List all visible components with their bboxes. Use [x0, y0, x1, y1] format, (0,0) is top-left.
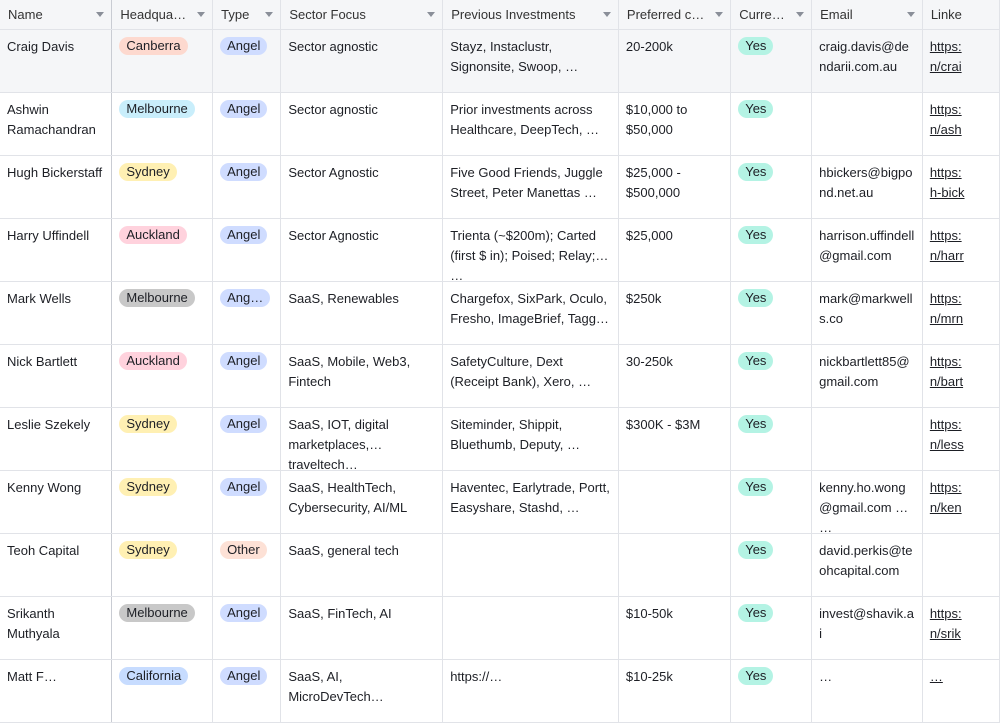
- type-tag: Angel: [220, 667, 267, 685]
- email-text: nickbartlett85@gmail.com: [819, 354, 910, 389]
- currently-investing-tag: Yes: [738, 541, 773, 559]
- currently-investing-cell[interactable]: [731, 660, 812, 723]
- email-text: harrison.uffindell@gmail.com: [819, 228, 915, 263]
- currently-investing-cell[interactable]: [731, 156, 812, 219]
- name-cell[interactable]: [0, 282, 112, 345]
- name-cell[interactable]: [0, 597, 112, 660]
- preferred-cheque-cell[interactable]: [618, 534, 730, 597]
- investor-name: Craig Davis: [7, 39, 75, 54]
- linkedin-link-line: n/ken: [929, 500, 962, 515]
- email-text: invest@shavik.ai: [819, 606, 914, 641]
- sector-focus-text: Sector agnostic: [288, 102, 378, 117]
- type-tag: Angel: [220, 37, 267, 55]
- type-tag: Angel: [220, 478, 267, 496]
- preferred-cheque-cell[interactable]: [618, 156, 730, 219]
- linkedin-link[interactable]: [930, 289, 992, 329]
- headquarters-cell[interactable]: [112, 408, 213, 471]
- column-header-pref[interactable]: [618, 0, 730, 30]
- column-header-hq[interactable]: [112, 0, 213, 30]
- headquarters-cell[interactable]: [112, 156, 213, 219]
- linkedin-link-line: …: [929, 669, 943, 684]
- previous-investments-cell[interactable]: [443, 660, 619, 723]
- currently-investing-tag: Yes: [738, 163, 773, 181]
- type-cell[interactable]: [213, 282, 281, 345]
- investor-name: Hugh Bickerstaff: [7, 165, 103, 180]
- investor-name: Leslie Szekely: [7, 417, 91, 432]
- type-cell[interactable]: [213, 534, 281, 597]
- column-header-label: Email: [820, 7, 853, 22]
- linkedin-link-line: n/bart: [929, 374, 964, 389]
- chevron-down-icon[interactable]: [603, 12, 611, 17]
- preferred-cheque-cell[interactable]: [618, 219, 730, 282]
- column-header-prev[interactable]: [443, 0, 619, 30]
- linkedin-link-line: https:: [929, 354, 962, 369]
- currently-investing-cell[interactable]: [731, 219, 812, 282]
- linkedin-cell[interactable]: [922, 156, 999, 219]
- previous-investments-text: Five Good Friends, Juggle Street, Peter Manettas …: [450, 165, 603, 200]
- headquarters-cell[interactable]: [112, 471, 213, 534]
- table-row[interactable]: [0, 156, 1000, 219]
- sector-focus-text: SaaS, Renewables: [288, 291, 399, 306]
- linkedin-link-line: https:: [929, 417, 962, 432]
- headquarters-tag: Canberra: [119, 37, 187, 55]
- sector-cell[interactable]: [281, 597, 443, 660]
- linkedin-link[interactable]: [930, 604, 992, 644]
- name-cell[interactable]: [0, 471, 112, 534]
- investor-name: Srikanth Muthyala: [7, 606, 60, 641]
- linkedin-link-line: n/ash: [929, 122, 962, 137]
- type-tag: Angel: [220, 163, 267, 181]
- linkedin-link-line: n/harr: [929, 248, 964, 263]
- headquarters-cell[interactable]: [112, 30, 213, 93]
- previous-investments-text: Chargefox, SixPark, Oculo, Fresho, ImageBrief, Tagg…: [450, 291, 609, 326]
- linkedin-link-line: https:: [929, 606, 962, 621]
- currently-investing-tag: Yes: [738, 226, 773, 244]
- type-cell[interactable]: [213, 471, 281, 534]
- email-cell[interactable]: [812, 471, 923, 534]
- headquarters-cell[interactable]: [112, 93, 213, 156]
- preferred-cheque-cell[interactable]: [618, 282, 730, 345]
- investor-name: Kenny Wong: [7, 480, 82, 495]
- linkedin-link[interactable]: [930, 100, 992, 140]
- headquarters-cell[interactable]: [112, 660, 213, 723]
- currently-investing-tag: Yes: [738, 289, 773, 307]
- investor-name: Mark Wells: [7, 291, 72, 306]
- previous-investments-cell[interactable]: [443, 93, 619, 156]
- linkedin-link-line: n/mrn: [929, 311, 964, 326]
- linkedin-link[interactable]: [930, 163, 992, 203]
- linkedin-cell[interactable]: [922, 93, 999, 156]
- column-header-label: Type: [221, 7, 250, 22]
- table-row[interactable]: [0, 30, 1000, 93]
- column-header-curr[interactable]: [731, 0, 812, 30]
- column-header-label: Name: [8, 7, 43, 22]
- email-text: hbickers@bigpond.net.au: [819, 165, 913, 200]
- type-cell[interactable]: [213, 408, 281, 471]
- email-cell[interactable]: [812, 597, 923, 660]
- linkedin-link-line: https:: [929, 102, 962, 117]
- sector-cell[interactable]: [281, 156, 443, 219]
- currently-investing-cell[interactable]: [731, 597, 812, 660]
- sector-focus-text: SaaS, FinTech, AI: [288, 606, 392, 621]
- type-tag: Ang…: [220, 289, 270, 307]
- table-row[interactable]: [0, 534, 1000, 597]
- chevron-down-icon[interactable]: [96, 12, 104, 17]
- sector-focus-text: SaaS, general tech: [288, 543, 399, 558]
- email-cell[interactable]: [812, 156, 923, 219]
- sector-focus-text: Sector Agnostic: [288, 228, 379, 243]
- linkedin-link[interactable]: [930, 352, 992, 392]
- currently-investing-cell[interactable]: [731, 30, 812, 93]
- table-row[interactable]: [0, 660, 1000, 723]
- column-header-label: Linke: [930, 7, 962, 22]
- column-header-label: Sector Focus: [289, 7, 366, 22]
- preferred-cheque-cell[interactable]: [618, 408, 730, 471]
- sector-cell[interactable]: [281, 93, 443, 156]
- linkedin-cell[interactable]: [922, 534, 999, 597]
- headquarters-cell[interactable]: [112, 345, 213, 408]
- sector-focus-text: SaaS, Mobile, Web3, Fintech: [288, 354, 411, 389]
- email-cell[interactable]: [812, 93, 923, 156]
- preferred-cheque-cell[interactable]: [618, 93, 730, 156]
- previous-investments-text: Trienta (~$200m); Carted (first $ in); Poised; Relay; …: [450, 228, 597, 283]
- type-tag: Angel: [220, 352, 267, 370]
- linkedin-cell[interactable]: [922, 282, 999, 345]
- name-cell[interactable]: [0, 30, 112, 93]
- preferred-cheque-text: $25,000 - $500,000: [625, 165, 681, 200]
- email-cell[interactable]: [812, 282, 923, 345]
- currently-investing-cell[interactable]: [731, 345, 812, 408]
- investor-name: Matt F…: [7, 669, 57, 684]
- currently-investing-cell[interactable]: [731, 93, 812, 156]
- table-body: [0, 30, 1000, 723]
- chevron-down-icon[interactable]: [715, 12, 723, 17]
- preferred-cheque-text: $10-50k: [625, 606, 673, 621]
- currently-investing-tag: Yes: [738, 478, 773, 496]
- currently-investing-cell[interactable]: [731, 408, 812, 471]
- previous-investments-cell[interactable]: [443, 408, 619, 471]
- linkedin-link-line: h-bick: [929, 185, 965, 200]
- type-cell[interactable]: [213, 30, 281, 93]
- email-text: kenny.ho.wong@gmail.com or …: [819, 480, 907, 535]
- header-row: [0, 0, 1000, 30]
- chevron-down-icon[interactable]: [907, 12, 915, 17]
- linkedin-cell[interactable]: [922, 471, 999, 534]
- headquarters-cell[interactable]: [112, 219, 213, 282]
- sector-cell[interactable]: [281, 660, 443, 723]
- name-cell[interactable]: [0, 219, 112, 282]
- name-cell[interactable]: [0, 408, 112, 471]
- previous-investments-cell[interactable]: [443, 471, 619, 534]
- currently-investing-tag: Yes: [738, 667, 773, 685]
- linkedin-link[interactable]: [930, 415, 992, 455]
- name-cell[interactable]: [0, 660, 112, 723]
- sector-focus-text: Sector Agnostic: [288, 165, 379, 180]
- headquarters-tag: Melbourne: [119, 604, 194, 622]
- linkedin-link-line: n/crai: [929, 59, 962, 74]
- name-cell[interactable]: [0, 345, 112, 408]
- email-text: david.perkis@teohcapital.com: [819, 543, 913, 578]
- preferred-cheque-text: $10-25k: [625, 669, 673, 684]
- previous-investments-cell[interactable]: [443, 534, 619, 597]
- previous-investments-text: https://…: [450, 669, 503, 684]
- table-row[interactable]: [0, 597, 1000, 660]
- column-header-sector[interactable]: [281, 0, 443, 30]
- sector-cell[interactable]: [281, 408, 443, 471]
- preferred-cheque-cell[interactable]: [618, 30, 730, 93]
- chevron-down-icon[interactable]: [427, 12, 435, 17]
- headquarters-tag: Sydney: [119, 415, 176, 433]
- previous-investments-cell[interactable]: [443, 219, 619, 282]
- sector-cell[interactable]: [281, 282, 443, 345]
- column-header-email[interactable]: [812, 0, 923, 30]
- preferred-cheque-text: 20-200k: [625, 39, 673, 54]
- name-cell[interactable]: [0, 156, 112, 219]
- column-header-linked[interactable]: [922, 0, 999, 30]
- currently-investing-tag: Yes: [738, 100, 773, 118]
- linkedin-link-line: https:: [929, 228, 962, 243]
- headquarters-tag: Sydney: [119, 541, 176, 559]
- preferred-cheque-cell[interactable]: [618, 471, 730, 534]
- email-text: craig.davis@dendarii.com.au: [819, 39, 909, 74]
- linkedin-link-line: n/srik: [929, 626, 961, 641]
- type-tag: Angel: [220, 100, 267, 118]
- preferred-cheque-text: $250k: [625, 291, 662, 306]
- type-cell[interactable]: [213, 597, 281, 660]
- type-tag: Other: [220, 541, 267, 559]
- investor-name: Harry Uffindell: [7, 228, 90, 243]
- email-text: mark@markwells.co: [819, 291, 913, 326]
- preferred-cheque-cell[interactable]: [618, 345, 730, 408]
- linkedin-link-line: https:: [929, 480, 962, 495]
- email-cell[interactable]: [812, 345, 923, 408]
- linkedin-link[interactable]: [930, 667, 992, 687]
- email-cell[interactable]: [812, 219, 923, 282]
- preferred-cheque-text: 30-250k: [625, 354, 673, 369]
- email-cell[interactable]: [812, 660, 923, 723]
- column-header-name[interactable]: [0, 0, 112, 30]
- linkedin-link-line: https:: [929, 291, 962, 306]
- sector-focus-text: SaaS, HealthTech, Cybersecurity, AI/ML: [288, 480, 408, 515]
- previous-investments-cell[interactable]: [443, 156, 619, 219]
- investor-name: Teoh Capital: [7, 543, 80, 558]
- type-tag: Angel: [220, 415, 267, 433]
- table-row[interactable]: [0, 408, 1000, 471]
- linkedin-cell[interactable]: [922, 660, 999, 723]
- previous-investments-cell[interactable]: [443, 597, 619, 660]
- chevron-down-icon[interactable]: [265, 12, 273, 17]
- preferred-cheque-cell[interactable]: [618, 597, 730, 660]
- table-row[interactable]: [0, 93, 1000, 156]
- currently-investing-tag: Yes: [738, 352, 773, 370]
- chevron-down-icon[interactable]: [197, 12, 205, 17]
- linkedin-cell[interactable]: [922, 408, 999, 471]
- headquarters-tag: Melbourne: [119, 289, 194, 307]
- previous-investments-text: Stayz, Instaclustr, Signonsite, Swoop, …: [450, 39, 579, 74]
- column-header-label: Preferred c…: [626, 7, 705, 22]
- linkedin-cell[interactable]: [922, 597, 999, 660]
- headquarters-tag: California: [119, 667, 188, 685]
- email-cell[interactable]: [812, 534, 923, 597]
- headquarters-tag: Sydney: [119, 478, 176, 496]
- linkedin-link[interactable]: [930, 37, 992, 77]
- column-header-label: Headqua…: [120, 7, 187, 22]
- linkedin-link[interactable]: [930, 478, 992, 518]
- investor-name: Ashwin Ramachandran: [7, 102, 96, 137]
- sector-cell[interactable]: [281, 345, 443, 408]
- headquarters-tag: Melbourne: [119, 100, 194, 118]
- previous-investments-text: Prior investments across Healthcare, DeepTech, …: [450, 102, 600, 137]
- currently-investing-tag: Yes: [738, 415, 773, 433]
- sector-focus-text: SaaS, IOT, digital marketplaces, traveltech…: [288, 417, 389, 472]
- sector-cell[interactable]: [281, 30, 443, 93]
- headquarters-cell[interactable]: [112, 534, 213, 597]
- preferred-cheque-text: $25,000: [625, 228, 673, 243]
- preferred-cheque-text: $300K - $3M: [625, 417, 701, 432]
- sector-focus-text: Sector agnostic: [288, 39, 378, 54]
- currently-investing-tag: Yes: [738, 37, 773, 55]
- previous-investments-text: Haventec, Earlytrade, Portt, Easyshare, Stashd, …: [450, 480, 610, 515]
- previous-investments-cell[interactable]: [443, 282, 619, 345]
- preferred-cheque-cell[interactable]: [618, 660, 730, 723]
- sector-cell[interactable]: [281, 471, 443, 534]
- preferred-cheque-text: $10,000 to $50,000: [625, 102, 688, 137]
- type-cell[interactable]: [213, 345, 281, 408]
- currently-investing-cell[interactable]: [731, 471, 812, 534]
- headquarters-tag: Auckland: [119, 352, 186, 370]
- headquarters-tag: Auckland: [119, 226, 186, 244]
- linkedin-cell[interactable]: [922, 219, 999, 282]
- currently-investing-tag: Yes: [738, 604, 773, 622]
- previous-investments-cell[interactable]: [443, 30, 619, 93]
- currently-investing-cell[interactable]: [731, 282, 812, 345]
- email-cell[interactable]: [812, 30, 923, 93]
- chevron-down-icon[interactable]: [796, 12, 804, 17]
- column-header-type[interactable]: [213, 0, 281, 30]
- type-cell[interactable]: [213, 156, 281, 219]
- sector-focus-text: SaaS, AI, MicroDevTech…: [288, 669, 384, 704]
- linkedin-link-line: https:: [929, 165, 962, 180]
- currently-investing-cell[interactable]: [731, 534, 812, 597]
- type-cell[interactable]: [213, 660, 281, 723]
- previous-investments-cell[interactable]: [443, 345, 619, 408]
- table-row[interactable]: [0, 345, 1000, 408]
- column-header-label: Curre…: [739, 7, 785, 22]
- table-row[interactable]: [0, 282, 1000, 345]
- table-row[interactable]: [0, 471, 1000, 534]
- previous-investments-text: SafetyCulture, Dext (Receipt Bank), Xero, …: [450, 354, 592, 389]
- type-cell[interactable]: [213, 219, 281, 282]
- email-cell[interactable]: [812, 408, 923, 471]
- headquarters-tag: Sydney: [119, 163, 176, 181]
- linkedin-link-line: https:: [929, 39, 962, 54]
- linkedin-link-line: n/less: [929, 437, 964, 452]
- headquarters-cell[interactable]: [112, 597, 213, 660]
- type-tag: Angel: [220, 226, 267, 244]
- sector-cell[interactable]: [281, 219, 443, 282]
- column-header-label: Previous Investments: [451, 7, 576, 22]
- type-cell[interactable]: [213, 93, 281, 156]
- name-cell[interactable]: [0, 93, 112, 156]
- email-text: …: [819, 669, 833, 684]
- type-tag: Angel: [220, 604, 267, 622]
- previous-investments-text: Siteminder, Shippit, Bluethumb, Deputy, …: [450, 417, 581, 452]
- sector-cell[interactable]: [281, 534, 443, 597]
- headquarters-cell[interactable]: [112, 282, 213, 345]
- linkedin-cell[interactable]: [922, 30, 999, 93]
- linkedin-cell[interactable]: [922, 345, 999, 408]
- linkedin-link[interactable]: [930, 226, 992, 266]
- investor-name: Nick Bartlett: [7, 354, 78, 369]
- name-cell[interactable]: [0, 534, 112, 597]
- table-row[interactable]: [0, 219, 1000, 282]
